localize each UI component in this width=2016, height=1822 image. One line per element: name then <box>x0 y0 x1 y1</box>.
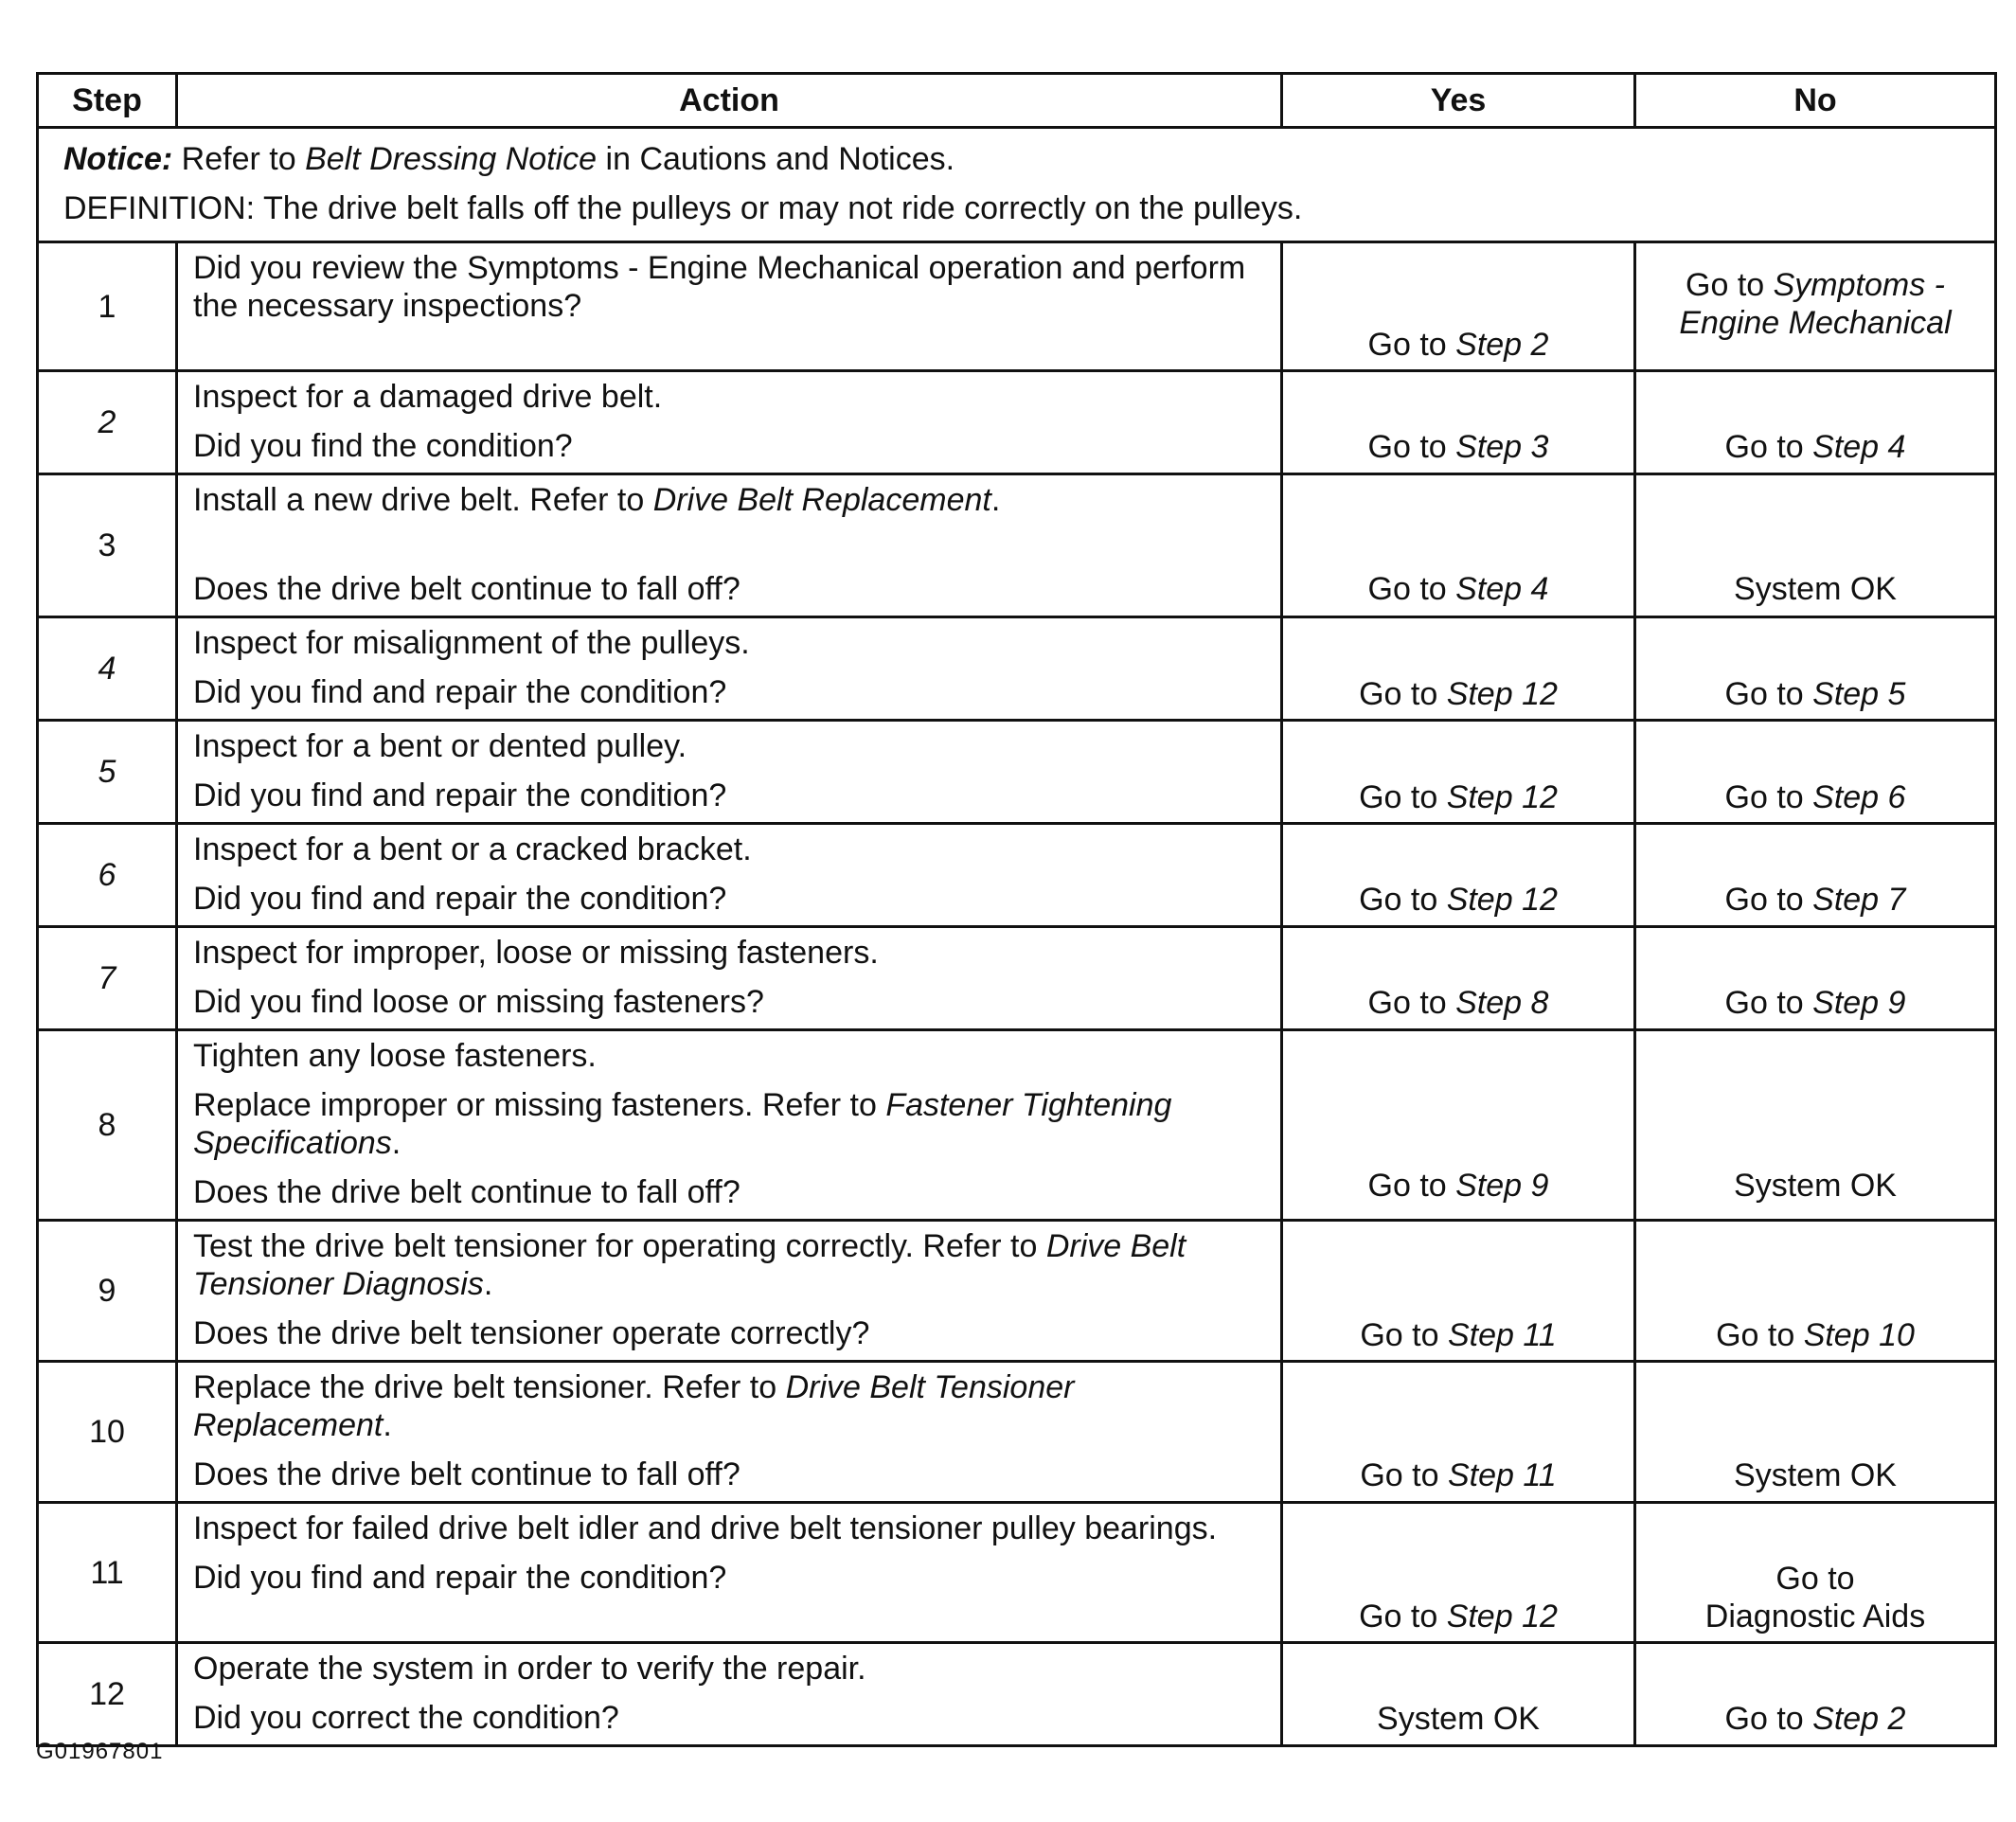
no-result: Go to Step 7 <box>1724 882 1906 918</box>
action-text: Did you review the Symptoms - Engine Mechanical operation and perform the necessary inspections? <box>193 250 1246 324</box>
yes-cell <box>1282 1362 1635 1503</box>
no-cell <box>1635 1221 1996 1362</box>
action-text: Inspect for a damaged drive belt. <box>193 379 663 415</box>
no-cell <box>1635 824 1996 927</box>
table-row <box>38 617 1996 721</box>
table-row <box>38 927 1996 1030</box>
action-cell <box>177 242 1282 371</box>
action-text: Inspect for improper, loose or missing fasteners. <box>193 935 879 971</box>
yes-result: Go to Step 12 <box>1359 676 1558 712</box>
no-cell <box>1635 927 1996 1030</box>
no-cell <box>1635 617 1996 721</box>
no-result: Go to Step 2 <box>1724 1701 1906 1737</box>
no-cell <box>1635 242 1996 371</box>
table-row <box>38 1643 1996 1746</box>
header-row <box>38 74 1996 128</box>
action-text: Inspect for a bent or dented pulley. <box>193 728 687 764</box>
yes-cell <box>1282 371 1635 474</box>
no-result: Go to Step 5 <box>1724 676 1906 712</box>
step-number: 9 <box>38 1221 177 1362</box>
step-number: 5 <box>38 721 177 824</box>
no-cell <box>1635 371 1996 474</box>
yes-cell <box>1282 474 1635 617</box>
action-question: Did you find and repair the condition? <box>193 881 727 917</box>
no-result: Go to Step 10 <box>1716 1317 1915 1353</box>
yes-result: Go to Step 2 <box>1367 327 1549 363</box>
no-result-line2: Diagnostic Aids <box>1704 1599 1926 1634</box>
notice-cell <box>38 128 1996 242</box>
yes-cell <box>1282 1503 1635 1643</box>
no-result: Go to Step 9 <box>1724 985 1906 1021</box>
action-text: Replace the drive belt tensioner. Refer to Drive Belt Tensioner Replacement. <box>193 1369 1075 1443</box>
yes-result: Go to Step 12 <box>1359 779 1558 815</box>
action-cell <box>177 1362 1282 1503</box>
no-result: Go to Step 6 <box>1724 779 1906 815</box>
header-step: Step <box>38 74 177 128</box>
yes-cell <box>1282 242 1635 371</box>
notice-text-after: in Cautions and Notices. <box>597 141 955 177</box>
yes-cell <box>1282 1030 1635 1221</box>
yes-result: Go to Step 11 <box>1360 1317 1557 1353</box>
yes-result: Go to Step 11 <box>1360 1457 1557 1493</box>
notice-row <box>38 128 1996 242</box>
table-row <box>38 721 1996 824</box>
action-cell <box>177 617 1282 721</box>
step-number: 2 <box>38 371 177 474</box>
step-number: 8 <box>38 1030 177 1221</box>
action-question: Did you find loose or missing fasteners? <box>193 984 764 1020</box>
action-cell <box>177 927 1282 1030</box>
figure-id: G01967801 <box>36 1739 164 1764</box>
no-result: System OK <box>1734 1457 1897 1493</box>
action-question: Did you find the condition? <box>193 428 573 464</box>
yes-result: Go to Step 4 <box>1367 571 1549 607</box>
no-result-line1: Go to <box>1775 1561 1855 1597</box>
no-result: Go to Step 4 <box>1724 429 1906 465</box>
yes-cell <box>1282 1643 1635 1746</box>
yes-cell <box>1282 1221 1635 1362</box>
notice-ref: Belt Dressing Notice <box>305 141 598 177</box>
action-text: Inspect for failed drive belt idler and drive belt tensioner pulley bearings. <box>193 1510 1218 1546</box>
no-result: Go to Symptoms - Engine Mechanical <box>1679 267 1952 341</box>
step-number: 4 <box>38 617 177 721</box>
action-cell <box>177 721 1282 824</box>
step-number: 3 <box>38 474 177 617</box>
action-question: Did you find and repair the condition? <box>193 777 727 813</box>
step-number: 7 <box>38 927 177 1030</box>
action-question: Does the drive belt continue to fall off? <box>193 571 740 607</box>
step-number: 1 <box>38 242 177 371</box>
yes-result: Go to Step 8 <box>1367 985 1549 1021</box>
no-cell <box>1635 721 1996 824</box>
action-cell <box>177 371 1282 474</box>
notice-line <box>63 134 1970 184</box>
table-row <box>38 1221 1996 1362</box>
table-row <box>38 371 1996 474</box>
table-row <box>38 1030 1996 1221</box>
action-cell <box>177 824 1282 927</box>
action-text: Operate the system in order to verify the repair. <box>193 1651 866 1687</box>
notice-text-before: Refer to <box>172 141 306 177</box>
action-question: Did you correct the condition? <box>193 1700 619 1736</box>
action-text: Install a new drive belt. Refer to Drive Belt Replacement. <box>193 482 1001 518</box>
action-question: Does the drive belt tensioner operate correctly? <box>193 1315 870 1351</box>
table-row <box>38 1362 1996 1503</box>
no-cell <box>1635 1362 1996 1503</box>
step-number: 12 <box>38 1643 177 1746</box>
table-row <box>38 824 1996 927</box>
action-cell <box>177 1030 1282 1221</box>
action-text: Inspect for a bent or a cracked bracket. <box>193 831 752 867</box>
table-row <box>38 242 1996 371</box>
action-text: Test the drive belt tensioner for operating correctly. Refer to Drive Belt Tensioner Diagnosis. <box>193 1228 1186 1302</box>
action-question: Did you find and repair the condition? <box>193 1560 727 1596</box>
action-cell <box>177 1643 1282 1746</box>
action-question: Does the drive belt continue to fall off? <box>193 1456 740 1492</box>
yes-cell <box>1282 927 1635 1030</box>
yes-cell <box>1282 824 1635 927</box>
yes-result: Go to Step 12 <box>1359 1599 1558 1634</box>
step-number: 6 <box>38 824 177 927</box>
header-action: Action <box>177 74 1282 128</box>
yes-cell <box>1282 721 1635 824</box>
no-cell <box>1635 1030 1996 1221</box>
action-text: Inspect for misalignment of the pulleys. <box>193 625 750 661</box>
header-no: No <box>1635 74 1996 128</box>
no-result: System OK <box>1734 571 1897 607</box>
yes-cell <box>1282 617 1635 721</box>
yes-result: Go to Step 12 <box>1359 882 1558 918</box>
table-row <box>38 474 1996 617</box>
action-question: Does the drive belt continue to fall off? <box>193 1174 740 1210</box>
definition-line: DEFINITION: The drive belt falls off the pulleys or may not ride correctly on the pulleys. <box>63 190 1303 226</box>
action-text-2: Replace improper or missing fasteners. Refer to Fastener Tightening Specifications. <box>193 1087 1172 1161</box>
yes-result: Go to Step 9 <box>1367 1168 1549 1204</box>
no-result: System OK <box>1734 1168 1897 1204</box>
action-cell <box>177 1503 1282 1643</box>
yes-result: System OK <box>1377 1701 1540 1737</box>
table-row <box>38 1503 1996 1643</box>
action-cell <box>177 474 1282 617</box>
no-cell <box>1635 1643 1996 1746</box>
no-cell <box>1635 1503 1996 1643</box>
step-number: 11 <box>38 1503 177 1643</box>
action-cell <box>177 1221 1282 1362</box>
step-number: 10 <box>38 1362 177 1503</box>
diagnostic-table <box>36 72 1997 1747</box>
header-yes: Yes <box>1282 74 1635 128</box>
yes-result: Go to Step 3 <box>1367 429 1549 465</box>
notice-label: Notice: <box>63 141 173 177</box>
no-cell <box>1635 474 1996 617</box>
action-text: Tighten any loose fasteners. <box>193 1038 597 1074</box>
action-question: Did you find and repair the condition? <box>193 674 727 710</box>
